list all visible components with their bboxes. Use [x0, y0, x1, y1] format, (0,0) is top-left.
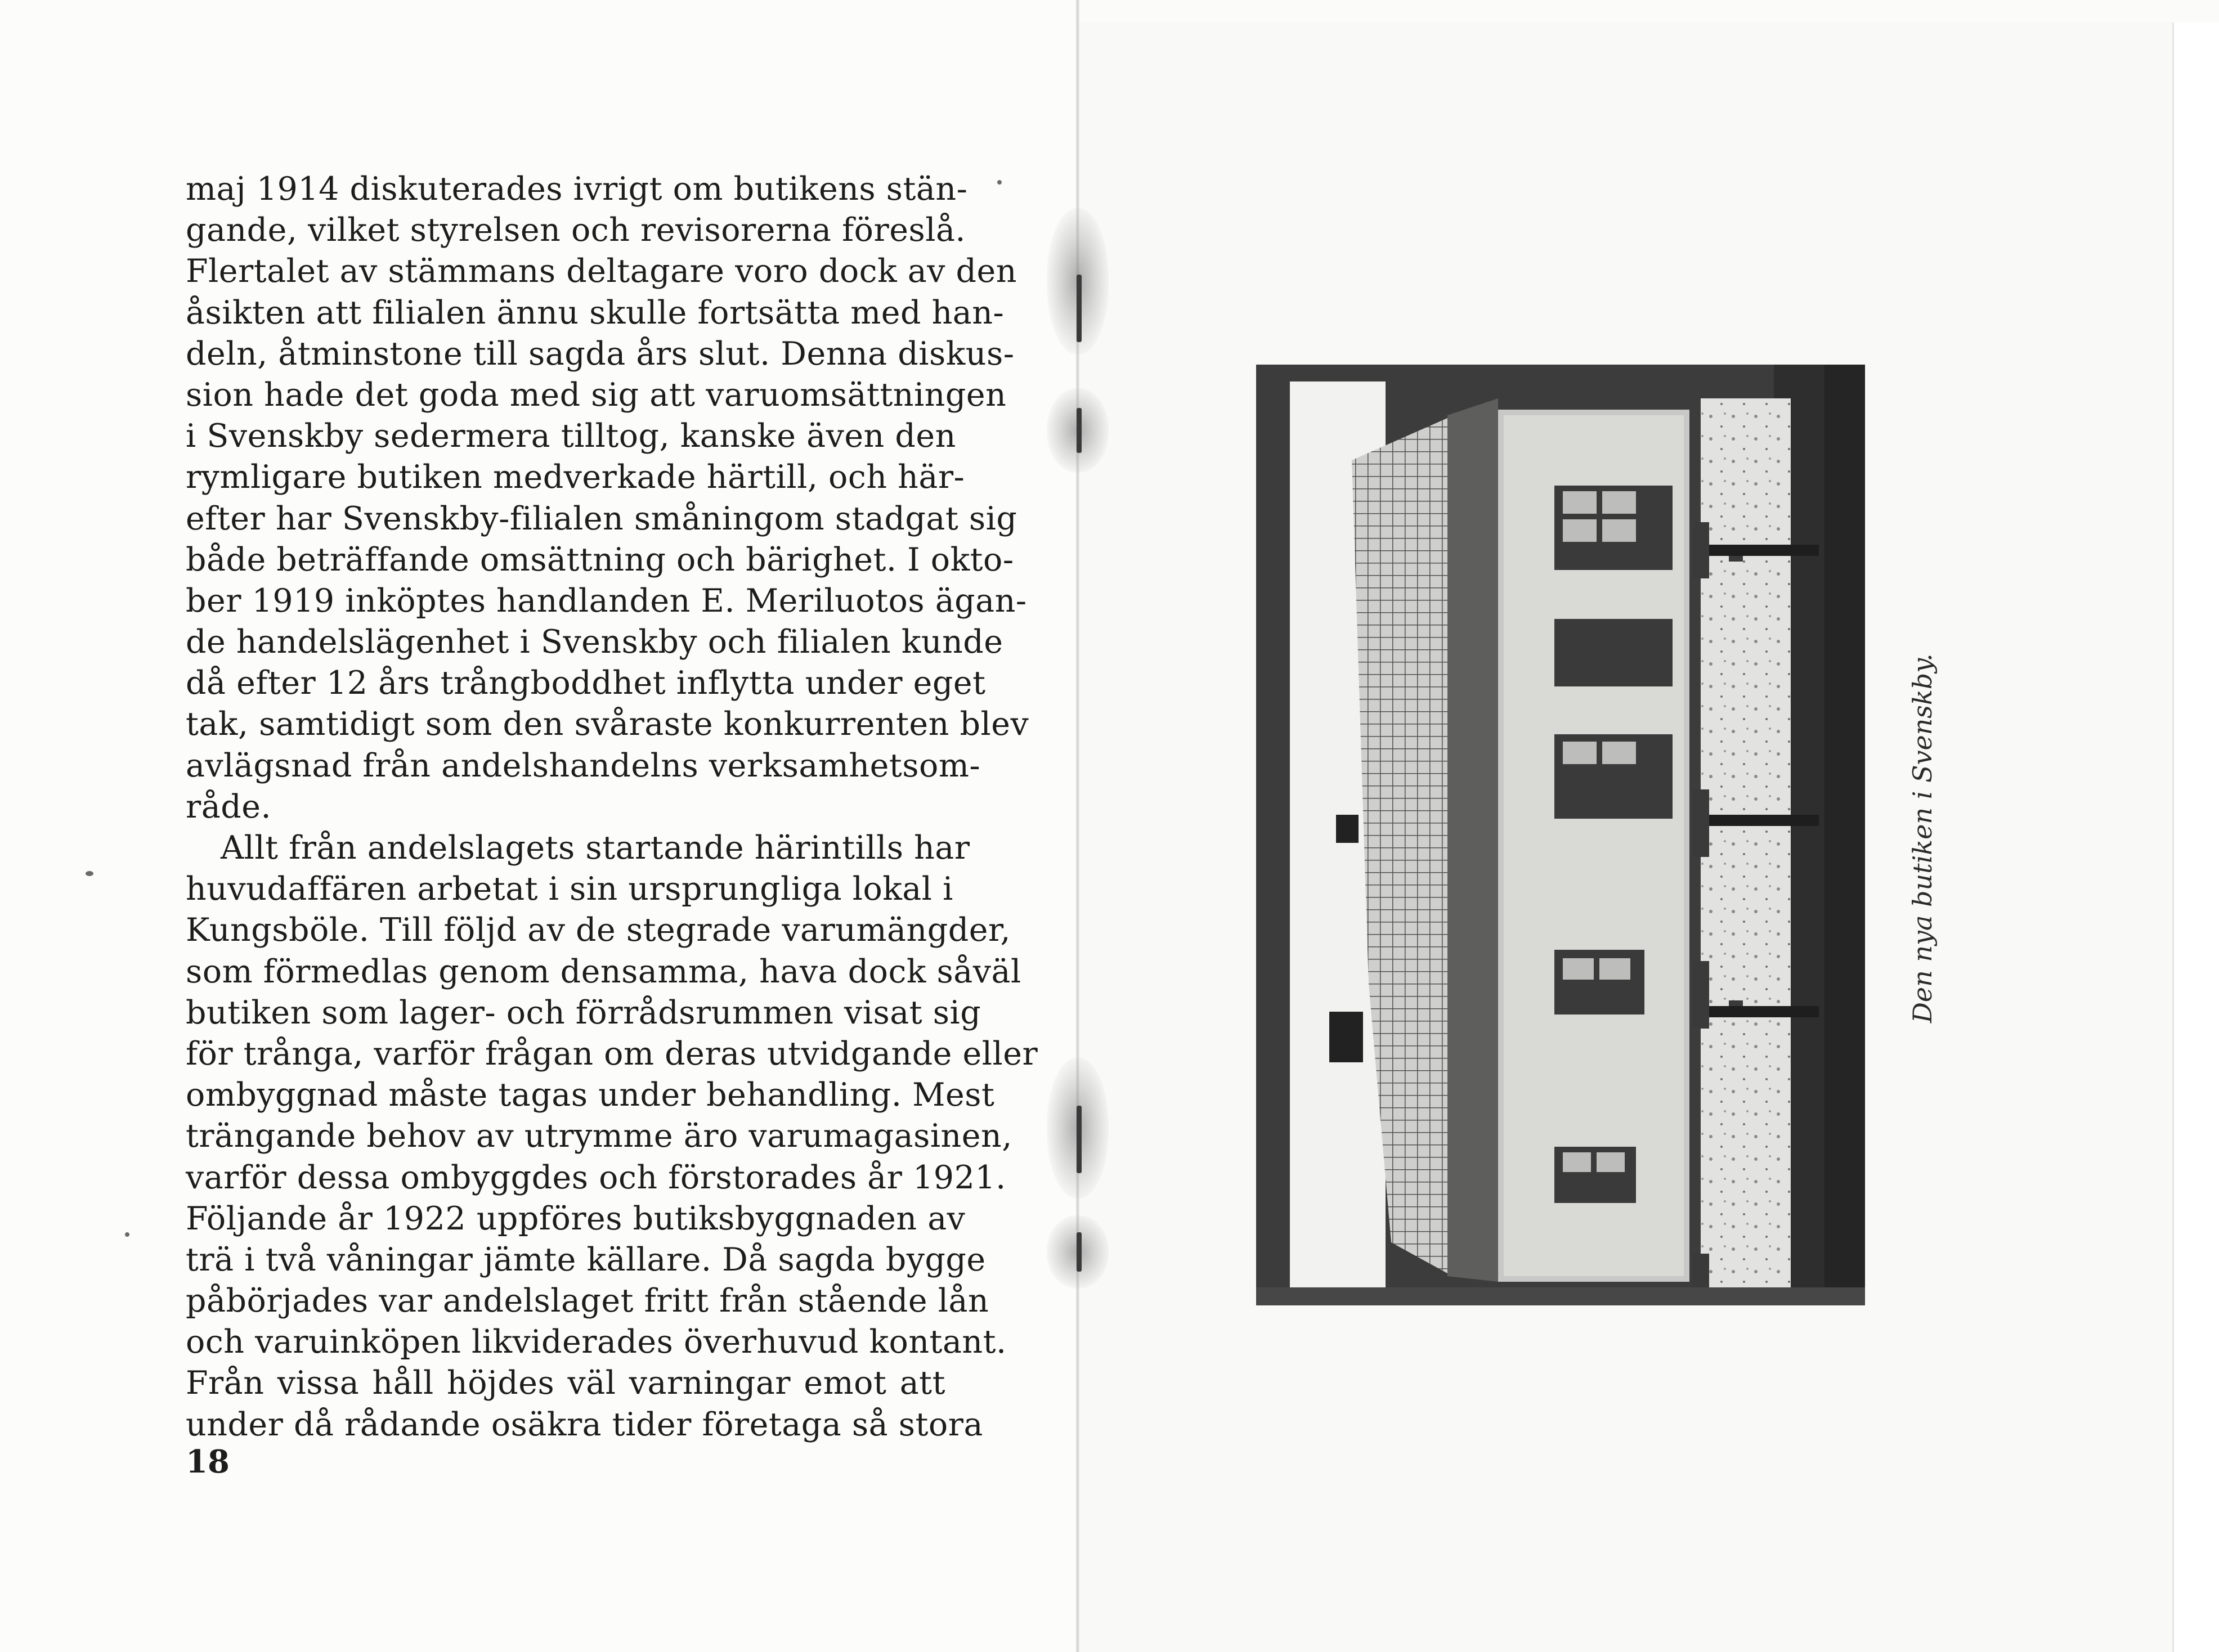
text-line: Allt från andelslagets startande härintills har — [221, 829, 970, 867]
text-line: gande, vilket styrelsen och revisorerna föreslå. — [186, 212, 966, 249]
staple-upper — [1077, 275, 1082, 342]
page-number: 18 — [186, 1443, 230, 1480]
text-line: maj 1914 diskuterades ivrigt om butikens stän- — [186, 170, 968, 208]
text-line: rymligare butiken medverkade härtill, och här- — [186, 459, 965, 496]
text-line: som förmedlas genom densamma, hava dock såväl — [186, 953, 1021, 990]
photo-caption: Den nya butiken i Svenskby. — [1907, 653, 1938, 1023]
body-text — [186, 169, 1038, 1446]
text-line: trä i två våningar jämte källare. Då sagda bygge — [186, 1241, 986, 1278]
text-line: Från vissa håll höjdes väl varningar emot att — [186, 1364, 945, 1402]
staple-lower — [1077, 1106, 1082, 1173]
text-line: tak, samtidigt som den svåraste konkurrenten blev — [186, 706, 1029, 743]
text-line: påbörjades var andelslaget fritt från stående lån — [186, 1282, 989, 1320]
text-line: ombyggnad måste tagas under behandling. Mest — [186, 1076, 995, 1114]
text-line: efter har Svenskby-filialen småningom stadgat sig — [186, 500, 1017, 537]
text-line: Flertalet av stämmans deltagare voro dock av den — [186, 253, 1017, 290]
text-line: både beträffande omsättning och bärighet. I okto- — [186, 541, 1014, 578]
staple-lower-tip — [1077, 1232, 1082, 1272]
text-line: i Svenskby sedermera tilltog, kanske även den — [186, 418, 956, 455]
text-line: de handelslägenhet i Svenskby och filialen kunde — [186, 623, 1003, 661]
paper-speck — [997, 180, 1002, 185]
text-line: råde. — [186, 788, 272, 825]
text-line: då efter 12 års trångboddhet inflytta under eget — [186, 665, 986, 702]
page-edge — [2172, 23, 2219, 1652]
text-line: ber 1919 inköptes handlanden E. Meriluotos ägan- — [186, 582, 1027, 620]
text-line: huvudaffären arbetat i sin ursprungliga lokal i — [186, 870, 953, 908]
text-line: åsikten att filialen ännu skulle fortsätta med han- — [186, 294, 1005, 331]
text-line: för trånga, varför frågan om deras utvidgande eller — [186, 1035, 1038, 1072]
text-line: varför dessa ombyggdes och förstorades år 1921. — [186, 1159, 1006, 1196]
text-line: avlägsnad från andelshandelns verksamhetsom- — [186, 747, 981, 784]
text-line: under då rådande osäkra tider företaga så stora — [186, 1406, 983, 1443]
text-line: sion hade det goda med sig att varuomsättningen — [186, 376, 1007, 414]
paper-speck — [125, 1232, 129, 1237]
staple-upper-tip — [1077, 408, 1082, 453]
text-line: deln, åtminstone till sagda års slut. Denna diskus- — [186, 335, 1015, 372]
text-line: Följande år 1922 uppföres butiksbyggnaden av — [186, 1200, 966, 1237]
text-line: butiken som lager- och förrådsrummen visat sig — [186, 994, 981, 1031]
paper-speck — [86, 871, 93, 876]
text-line: Kungsböle. Till följd av de stegrade varumängder, — [186, 912, 1011, 949]
building-photo — [1256, 365, 1865, 1305]
text-line: och varuinköpen likviderades överhuvud kontant. — [186, 1323, 1007, 1361]
text-line: trängande behov av utrymme äro varumagasinen, — [186, 1117, 1012, 1155]
